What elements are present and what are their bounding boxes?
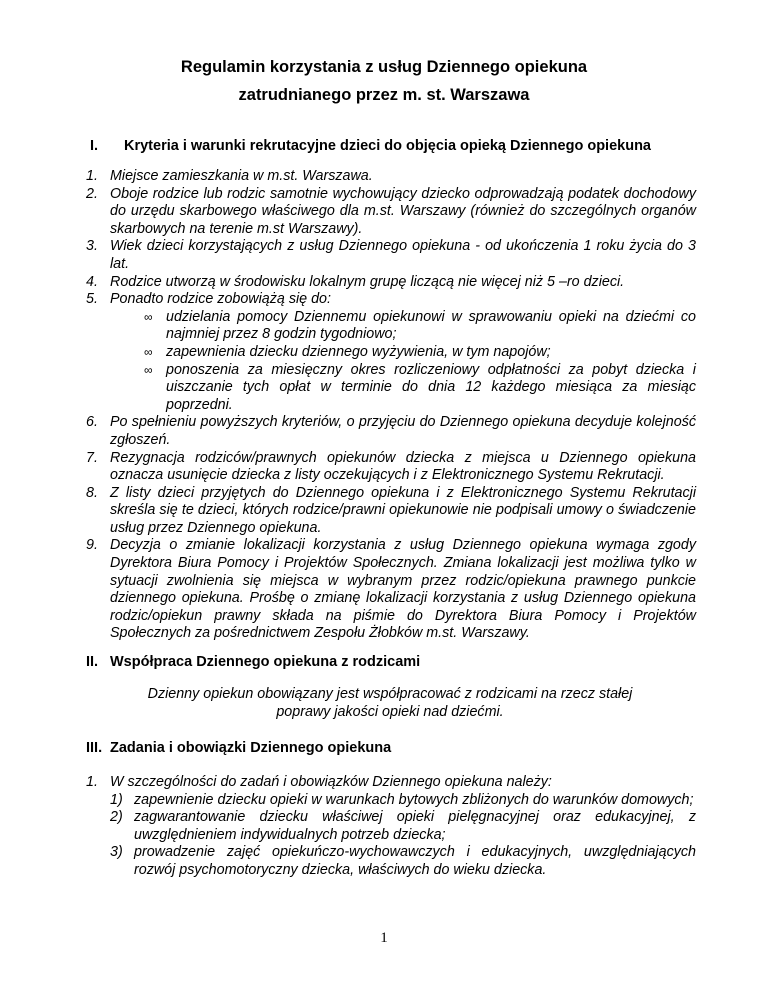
item-number: 7. xyxy=(86,449,98,466)
section-3-title: Zadania i obowiązki Dziennego opiekuna xyxy=(110,740,392,756)
sub-item xyxy=(110,809,696,844)
bullet-text: zapewnienia dziecku dziennego wyżywienia, w tym napojów; xyxy=(166,343,551,360)
document-title-line1: Regulamin korzystania z usług Dziennego opiekuna xyxy=(180,58,588,76)
list-item xyxy=(86,186,696,239)
bullet-text: udzielania pomocy Dziennemu opiekunowi w sprawowaniu opieki na dziećmi co najmniej przez 8 godzin tygodniowo; xyxy=(166,308,696,343)
list-item xyxy=(86,414,696,449)
list-item xyxy=(86,274,696,292)
sub-item-text: prowadzenie zajęć opiekuńczo-wychowawczych i edukacyjnych, uwzględniających rozwój psychomotoryczny dziecka, właściwych do wieku dziecka. xyxy=(134,844,696,878)
item-number: 5. xyxy=(86,291,98,308)
item-number: 6. xyxy=(86,414,98,431)
obligations-bullet-list xyxy=(110,309,696,415)
section-2-heading xyxy=(86,654,420,670)
sub-item-number: 1) xyxy=(110,791,123,808)
list-item xyxy=(86,485,696,538)
list-item xyxy=(86,168,696,186)
bullet-item xyxy=(110,362,696,415)
item-number: 2. xyxy=(86,185,98,202)
sub-item-number: 2) xyxy=(110,809,123,826)
item-number: 1. xyxy=(86,168,98,184)
item-text: Po spełnieniu powyższych kryteriów, o przyjęciu do Dziennego opiekuna decyduje kolejność zgłoszeń. xyxy=(110,414,696,448)
list-item xyxy=(86,291,696,414)
list-item xyxy=(86,238,696,273)
item-number: 1. xyxy=(86,774,98,790)
item-text: Decyzja o zmianie lokalizacji korzystania z usług Dziennego opiekuna wymaga zgody Dyrektora Biura Pomocy i Projektów Społecznych. Zmiana lokalizacji jest możliwa tylko w sytuacji zwolnienia się miejsca w wybranym przez rodzic/opiekuna prawnego punkcie dziennego opiekuna. Prośbę o zmianę lokalizacji korzystania z usług Dziennego opiekuna rodzic/opiekun prawny składa na piśmie do Dyrektora Biura Pomocy i Projektów Społecznych za pośrednictwem Zespołu Żłobków m.st. Warszawy. xyxy=(110,537,696,642)
section-3-heading xyxy=(86,740,391,756)
item-text: W szczególności do zadań i obowiązków Dziennego opiekuna należy: xyxy=(110,774,552,790)
item-text: Wiek dzieci korzystających z usług Dziennego opiekuna - od ukończenia 1 roku życia do 3 lat. xyxy=(110,238,696,272)
section-3-list xyxy=(86,774,696,880)
sub-item xyxy=(110,792,696,810)
item-text: Miejsce zamieszkania w m.st. Warszawa. xyxy=(110,168,373,184)
infinity-bullet-icon: ∞ xyxy=(144,309,153,324)
section-1-list xyxy=(86,168,696,643)
bullet-item xyxy=(110,309,696,344)
infinity-bullet-icon: ∞ xyxy=(144,362,153,377)
duties-sub-list xyxy=(110,792,696,880)
section-2-title: Współpraca Dziennego opiekuna z rodzicami xyxy=(110,654,421,670)
item-text: Ponadto rodzice zobowiążą się do: xyxy=(110,291,331,308)
section-2-number: II. xyxy=(86,654,99,670)
infinity-bullet-icon: ∞ xyxy=(144,344,153,359)
list-item xyxy=(86,774,696,880)
bullet-text: ponoszenia za miesięczny okres rozliczeniowy odpłatności za pobyt dziecka i uiszczanie tych opłat w terminie do dnia 12 każdego miesiąca za miesiąc poprzedni. xyxy=(166,361,696,413)
section-1-title: Kryteria i warunki rekrutacyjne dzieci do objęcia opieką Dziennego opiekuna xyxy=(124,138,651,154)
sub-item-number: 3) xyxy=(110,844,123,861)
sub-item xyxy=(110,844,696,879)
item-text: Oboje rodzice lub rodzic samotnie wychowujący dziecko odprowadzają podatek dochodowy do urzędu skarbowego właściwego dla m.st. Warszawy (również do szczególnych organów skarbowych na terenie m.st Warszawy). xyxy=(110,185,696,237)
item-text: Rodzice utworzą w środowisku lokalnym grupę liczącą nie więcej niż 5 –ro dzieci. xyxy=(110,273,625,290)
section-1-heading xyxy=(90,138,651,154)
item-text: Z listy dzieci przyjętych do Dziennego opiekuna i z Elektronicznego Systemu Rekrutacji skreśla się te dzieci, których rodzice/prawni opiekunowie nie podpisali umowy o świadczenie usług przez Dziennego opiekuna. xyxy=(110,484,696,536)
bullet-item xyxy=(110,344,696,362)
item-number: 3. xyxy=(86,238,98,255)
item-text: Rezygnacja rodziców/prawnych opiekunów dziecka z miejsca u Dziennego opiekuna oznacza usunięcie dziecka z listy oczekujących i z Elektronicznego Systemu Rekrutacji. xyxy=(110,449,696,484)
page-number: 1 xyxy=(380,930,388,946)
document-title-line2: zatrudnianego przez m. st. Warszawa xyxy=(238,86,530,104)
list-item xyxy=(86,537,696,643)
sub-item-text: zagwarantowanie dziecku właściwej opieki pielęgnacyjnej oraz edukacyjnej, z uwzględnieniem indywidualnych potrzeb dziecka; xyxy=(134,809,696,843)
item-number: 8. xyxy=(86,484,98,501)
section-1-number: I. xyxy=(90,138,99,154)
list-item xyxy=(86,450,696,485)
section-3-number: III. xyxy=(86,740,103,756)
sub-item-text: zapewnienie dziecku opieki w warunkach bytowych zbliżonych do warunków domowych; xyxy=(134,791,694,808)
section-2-paragraph: Dzienny opiekun obowiązany jest współpracować z rodzicami na rzecz stałej poprawy jakości opieki nad dziećmi. xyxy=(147,686,633,720)
item-number: 4. xyxy=(86,273,98,290)
item-number: 9. xyxy=(86,537,98,554)
